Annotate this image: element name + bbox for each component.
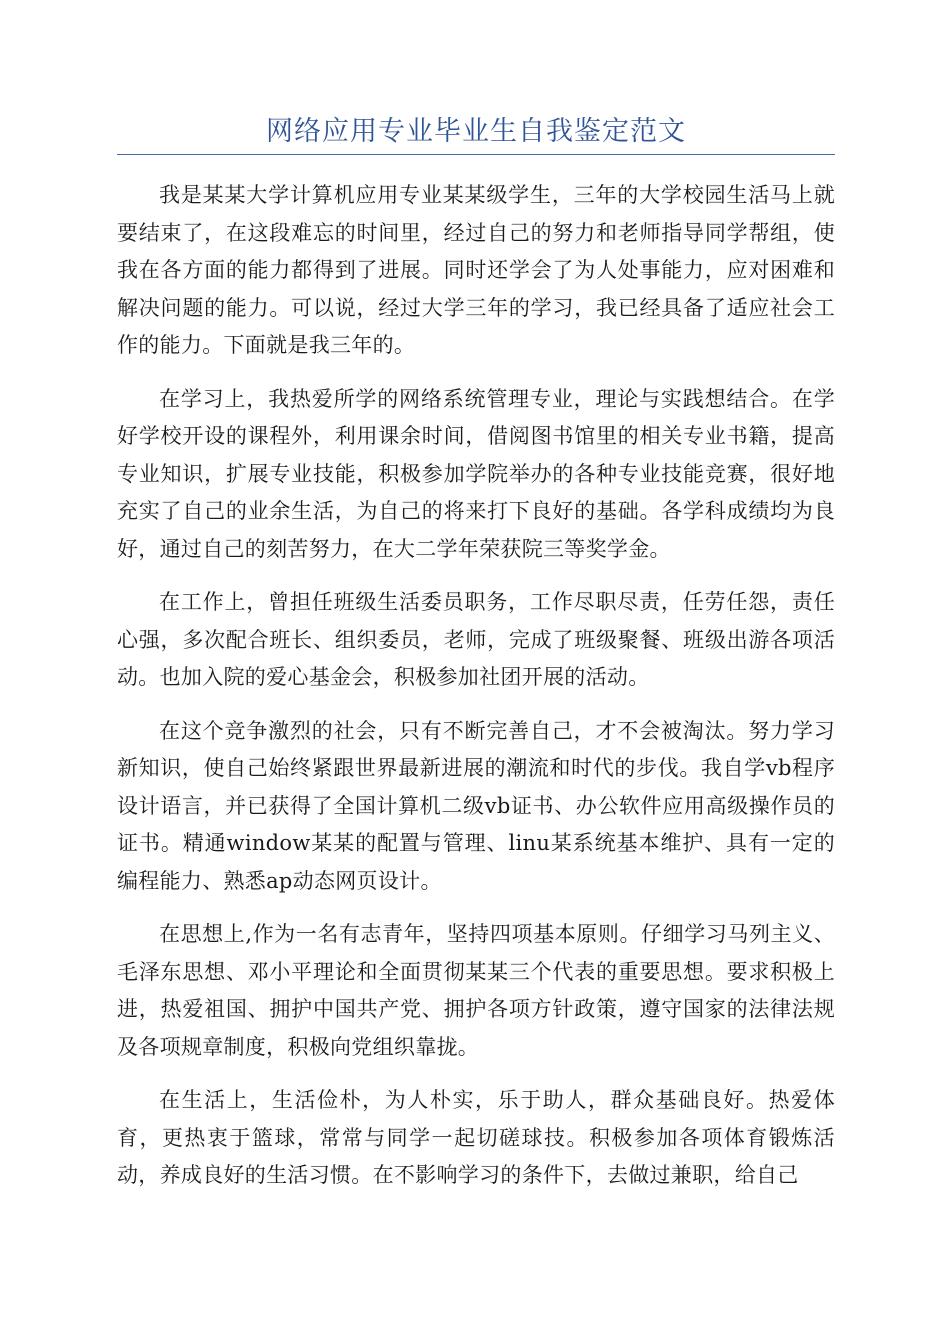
paragraph-life: 在生活上，生活俭朴，为人朴实，乐于助人，群众基础良好。热爱体育，更热衷于篮球，常常与同学一起切磋球技。积极参加各项体育锻炼活动，养成良好的生活习惯。在不影响学习的条件下，去做过兼职，给自己 [117, 1088, 835, 1187]
paragraph-work: 在工作上，曾担任班级生活委员职务，工作尽职尽责，任劳任怨，责任心强，多次配合班长、组织委员，老师，完成了班级聚餐、班级出游各项活动。也加入院的爱心基金会，积极参加社团开展的活动。 [117, 590, 835, 689]
paragraph-study: 在学习上，我热爱所学的网络系统管理专业，理论与实践想结合。在学好学校开设的课程外，利用课余时间，借阅图书馆里的相关专业书籍，提高专业知识，扩展专业技能，积极参加学院举办的各种专业技能竞赛，很好地充实了自己的业余生活，为自己的将来打下良好的基础。各学科成绩均为良好，通过自己的刻苦努力，在大二学年荣获院三等奖学金。 [117, 386, 835, 561]
title-underline [117, 154, 835, 155]
document-body [117, 177, 835, 1211]
paragraph-skills: 在这个竞争激烈的社会，只有不断完善自己，才不会被淘汰。努力学习新知识，使自己始终紧跟世界最新进展的潮流和时代的步伐。我自学vb程序设计语言，并已获得了全国计算机二级vb证书、办公软件应用高级操作员的证书。精通window某某的配置与管理、linu某系统基本维护、具有一定的编程能力、熟悉ap动态网页设计。 [117, 718, 835, 893]
paragraph-intro: 我是某某大学计算机应用专业某某级学生，三年的大学校园生活马上就要结束了，在这段难忘的时间里，经过自己的努力和老师指导同学帮组，使我在各方面的能力都得到了进展。同时还学会了为人处事能力，应对困难和解决问题的能力。可以说，经过大学三年的学习，我已经具备了适应社会工作的能力。下面就是我三年的。 [117, 183, 835, 357]
document-title: 网络应用专业毕业生自我鉴定范文 [266, 116, 686, 147]
paragraph-thought: 在思想上,作为一名有志青年，坚持四项基本原则。仔细学习马列主义、毛泽东思想、邓小平理论和全面贯彻某某三个代表的重要思想。要求积极上进，热爱祖国、拥护中国共产党、拥护各项方针政策，遵守国家的法律法规及各项规章制度，积极向党组织靠拢。 [117, 922, 835, 1059]
